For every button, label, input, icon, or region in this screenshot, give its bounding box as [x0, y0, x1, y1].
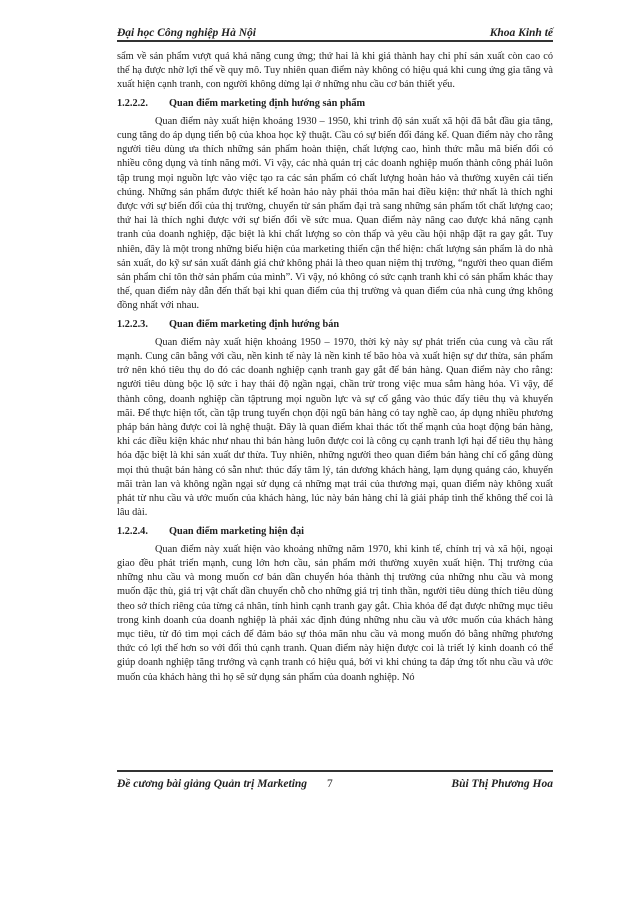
section-heading-1-2-2-4 [117, 525, 553, 539]
section-title: Quan điểm marketing định hướng sản phẩm [169, 97, 366, 109]
section-title: Quan điểm marketing hiện đại [169, 525, 305, 537]
footer-course-title: Đề cương bài giảng Quản trị Marketing [117, 778, 308, 790]
paragraph-product-orientation: Quan điểm này xuất hiện khoảng 1930 – 1950, khi trình độ sản xuất xã hội đã bắt đầu gia tăng, cung tăng do áp dụng tiến bộ của khoa học kỹ thuật. Cầu có sự biến đổi đáng kể. Quan điểm này cho rằng người tiêu dùng ưa thích những sản phẩm hoàn thiện, chất lượng cao, hình thức mẫu mã biến đổi có nhiều công dụng và tính năng mới. Vì vậy, các nhà quản trị các doanh nghiệp muốn thành công phải luôn tập trung mọi nguồn lực vào việc tạo ra các sản phẩm có chất lượng hoàn hảo và thường xuyên cải tiến chúng. Những sản phẩm được thiết kế hoàn hảo này phải thỏa mãn hai điều kiện: thứ nhất là thích nghi được với sự biến đổi của thị trường, chuyển từ sản phẩm đại trà sang những sản phẩm tốt chất lượng cao; thứ hai là thích nghi được với sự biến đổi về sức mua. Quan điểm này nâng cao được khả năng cạnh tranh của doanh nghiệp, đặc biệt là khi chất lượng so còn thấp và yêu cầu hội nhập đặt ra gay gắt. Tuy nhiên, đây là một trong những biểu hiện của marketing thiển cận thể hiện: chất lượng sản phẩm là do nhà sản xuất, do kỹ sư sản xuất đánh giá chứ không phải là theo quan niệm thị trường, “người theo quan điểm sản phẩm chỉ tôn thờ sản phẩm của mình”. Vì vậy, nó không có sức cạnh tranh khi có sản phẩm khác thay thế, quan điểm này dẫn đến thất bại khi quan điểm của thị trường và quan điểm của nhà cung ứng không đồng nhất với nhau. [117, 115, 553, 312]
section-heading-1-2-2-3 [117, 318, 553, 332]
header-faculty: Khoa Kinh tế [489, 27, 553, 39]
paragraph-selling-orientation: Quan điểm này xuất hiện khoảng 1950 – 1970, thời kỳ này sự phát triển của cung và cầu rất mạnh. Cung cân bằng với cầu, nền kinh tế này là nền kinh tế bão hòa và xuất hiện sự dư thừa, sản phẩm trở nên khó tiêu thụ do đó các doanh nghiệp cạnh tranh gay gắt để bán hàng. Quan điểm này cho rằng: người tiêu dùng bộc lộ sức ì hay thái độ ngần ngại, chần trừ trong việc mua sắm hàng hóa. Vì vậy, để thành công, doanh nghiệp cần tậptrung mọi nguồn lực và sự cố gắng vào thúc đẩy tiêu thụ và khuyến mãi. Để thực hiện tốt, cần tập trung tuyển chọn đội ngũ bán hàng có tay nghề cao, áp dụng nhiều phương pháp bán hàng được coi là nghệ thuật. Đây là quan điểm khai thác tốt thế mạnh của hoạt động bán hàng, khi các điều kiện khác như nhau thì bán hàng luôn được coi là công cụ cạnh tranh lợi hại để tiêu thụ hàng hóa đặc biệt là khi sản xuất dư thừa. Tuy nhiên, những người theo quan điểm bán hàng chỉ cố gắng dùng mọi thủ thuật bán hàng có sẵn như: thúc đẩy tâm lý, tán dương khách hàng, lạm dụng quảng cáo, khuyến mãi tràn lan và không ngần ngại sử dụng cả những mạt trái của thương mại, quan điểm này không xuất phát từ nhu cầu và ước muốn của khách hàng, lúc này bán hàng chỉ là giải pháp tình thế không thể coi là lâu dài. [117, 336, 553, 519]
header-rule [117, 40, 553, 44]
footer-rule [117, 770, 553, 772]
page-footer [117, 775, 553, 793]
section-heading-1-2-2-2 [117, 97, 553, 111]
page-number: 7 [327, 778, 333, 790]
header-institution: Đại học Công nghiệp Hà Nội [117, 27, 256, 39]
body-text [117, 50, 553, 758]
paragraph-modern-marketing: Quan điểm này xuất hiện vào khoảng những năm 1970, khi kinh tế, chính trị và xã hội, ngoại giao đều phát triển mạnh, cung lớn hơn cầu, sản phẩm mới thường xuyên xuất hiện. Thị trường của những nhu cầu và mong muốn cơ bản dần chuyển hóa thành thị trường của những nhu cầu và mong muốn đặc thù, giá trị vật chất dần chuyển chỗ cho những giá trị tinh thần, người tiêu dùng thích tiêu dùng theo sở thích riêng của từng cá nhân, tính hình cạnh tranh gay gắt. Chìa khóa để đạt được những mục tiêu trong kinh doanh của doanh nghiệp là phải xác định đúng những nhu cầu và ước muốn của khách hàng mục tiêu, từ đó tìm mọi cách để đảm bảo sự thỏa mãn nhu cầu và mong muốn đó bằng những phương thức có lợi thế hơn so với đối thủ cạnh tranh. Quan điểm này hiện được coi là triết lý kinh doanh có thể giúp doanh nghiệp tăng trưởng và cạnh tranh có hiệu quả, bởi vì khi chúng ta đáp ứng tốt nhu cầu và ước muốn của khách hàng thì họ sẽ sử dụng sản phẩm của doanh nghiệp. Nó [117, 543, 553, 683]
section-number: 1.2.2.4. [117, 525, 148, 537]
page-header [117, 19, 553, 39]
section-number: 1.2.2.3. [117, 318, 148, 330]
section-number: 1.2.2.2. [117, 97, 148, 109]
paragraph-intro: sẩm về sản phẩm vượt quá khả năng cung ứng; thứ hai là khi giá thành hay chi phí sản xuất còn cao có thể hạ được nhờ lợi thế về quy mô. Tuy nhiên quan điểm này không có hiệu quả khi cung ứng gia tăng và xuất hiện cạnh tranh, con người không dừng lại ở những nhu cầu cơ bản thiết yếu. [117, 51, 553, 91]
section-title: Quan điểm marketing định hướng bán [169, 318, 340, 330]
footer-author: Bùi Thị Phương Hoa [451, 778, 553, 790]
